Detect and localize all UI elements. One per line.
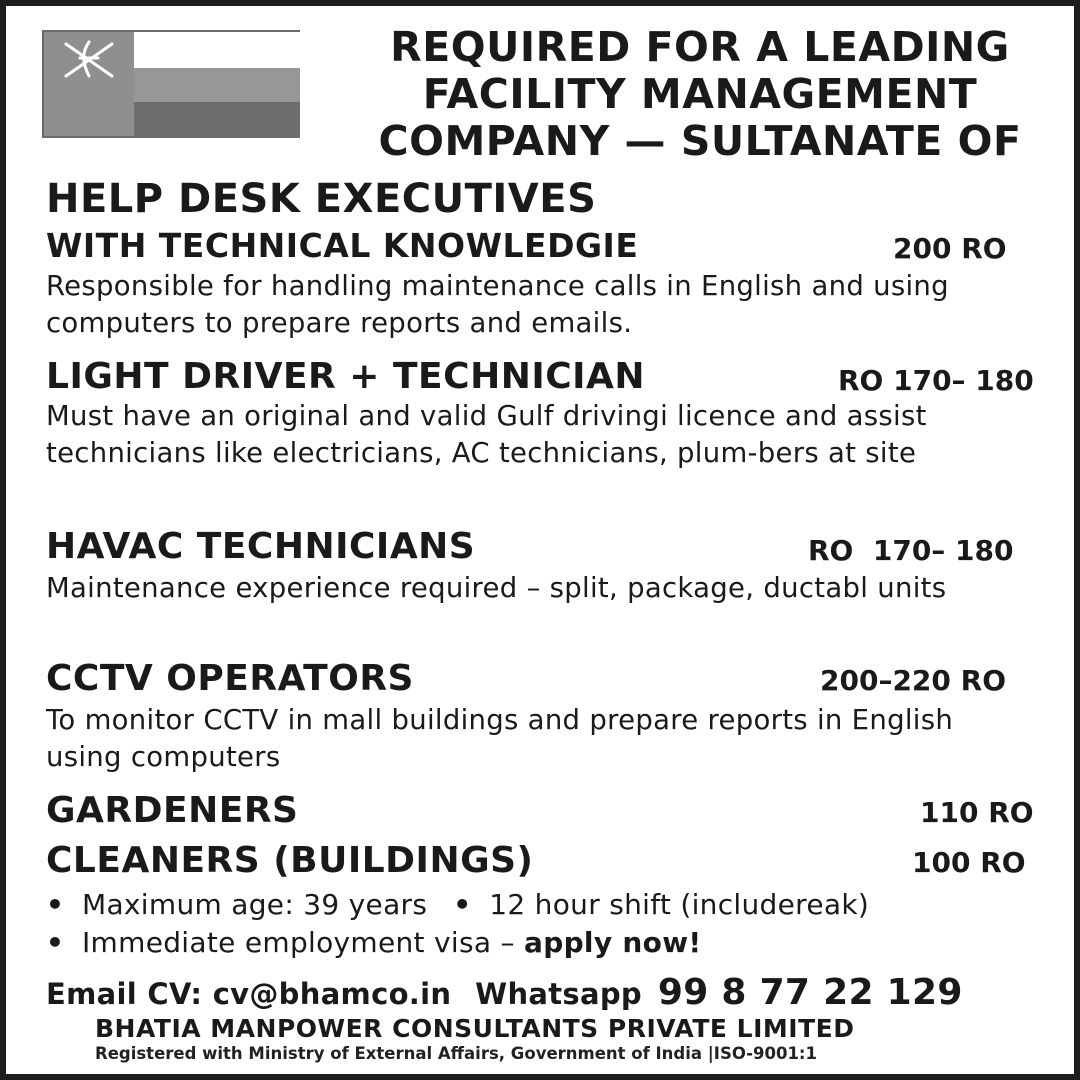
description-help-desk: Responsible for handling maintenance calls in English and using computers to prepare reports and emails. — [46, 270, 949, 339]
description-havac: Maintenance experience required – split, package, ductabl units — [46, 572, 947, 604]
requirement-age: Maximum age: 39 years — [82, 888, 428, 921]
salary-light-driver: RO 170– 180 — [838, 364, 1034, 397]
salary-cleaners: 100 RO — [912, 846, 1026, 879]
salary-help-desk: 200 RO — [893, 232, 1007, 265]
job-title-havac: HAVAC TECHNICIANS — [46, 526, 476, 567]
description-light-driver: Must have an original and valid Gulf drivingi licence and assist technicians like electricians, AC technicians, plum-bers at site — [46, 400, 927, 469]
bullet-icon: • — [46, 888, 65, 921]
description-cctv: To monitor CCTV in mall buildings and prepare reports in English using computers — [46, 704, 954, 773]
job-title-help-desk: HELP DESK EXECUTIVES — [46, 176, 597, 222]
job-title-cleaners: CLEANERS (BUILDINGS) — [46, 840, 534, 881]
requirements-list — [46, 886, 869, 962]
apply-now-emphasis: apply now! — [524, 926, 702, 959]
salary-cctv: 200–220 RO — [820, 664, 1007, 697]
flag-dark-band — [134, 102, 300, 138]
requirements-row — [46, 886, 869, 924]
requirements-row — [46, 924, 869, 962]
bullet-icon: • — [46, 926, 65, 959]
company-name: BHATIA MANPOWER CONSULTANTS PRIVATE LIMITED — [95, 1014, 855, 1043]
email-cv[interactable]: Email CV: cv@bhamco.in — [46, 977, 452, 1011]
headline: REQUIRED FOR A LEADING FACILITY MANAGEMENT COMPANY — SULTANATE OF — [378, 23, 1022, 165]
job-subtitle-help-desk: WITH TECHNICAL KNOWLEDGIE — [46, 226, 639, 265]
bullet-icon: • — [453, 888, 472, 921]
salary-havac: RO 170– 180 — [808, 534, 1014, 567]
flag-white-band — [134, 32, 300, 69]
whatsapp-number[interactable]: 99 8 77 22 129 — [657, 972, 963, 1013]
salary-gardeners: 110 RO — [920, 796, 1034, 829]
contact-line — [46, 972, 963, 1013]
company-registration: Registered with Ministry of External Affairs, Government of India |ISO-9001:1 — [95, 1044, 818, 1063]
job-title-cctv: CCTV OPERATORS — [46, 658, 414, 699]
oman-flag — [42, 30, 300, 138]
job-title-light-driver: LIGHT DRIVER + TECHNICIAN — [46, 356, 646, 397]
job-title-gardeners: GARDENERS — [46, 790, 299, 831]
flag-middle-band — [134, 68, 300, 102]
requirement-shift: 12 hour shift (includereak) — [489, 888, 870, 921]
khanjar-emblem-icon — [58, 36, 120, 84]
whatsapp-label: Whatsapp — [475, 977, 642, 1011]
requirement-visa: Immediate employment visa – — [82, 926, 515, 959]
